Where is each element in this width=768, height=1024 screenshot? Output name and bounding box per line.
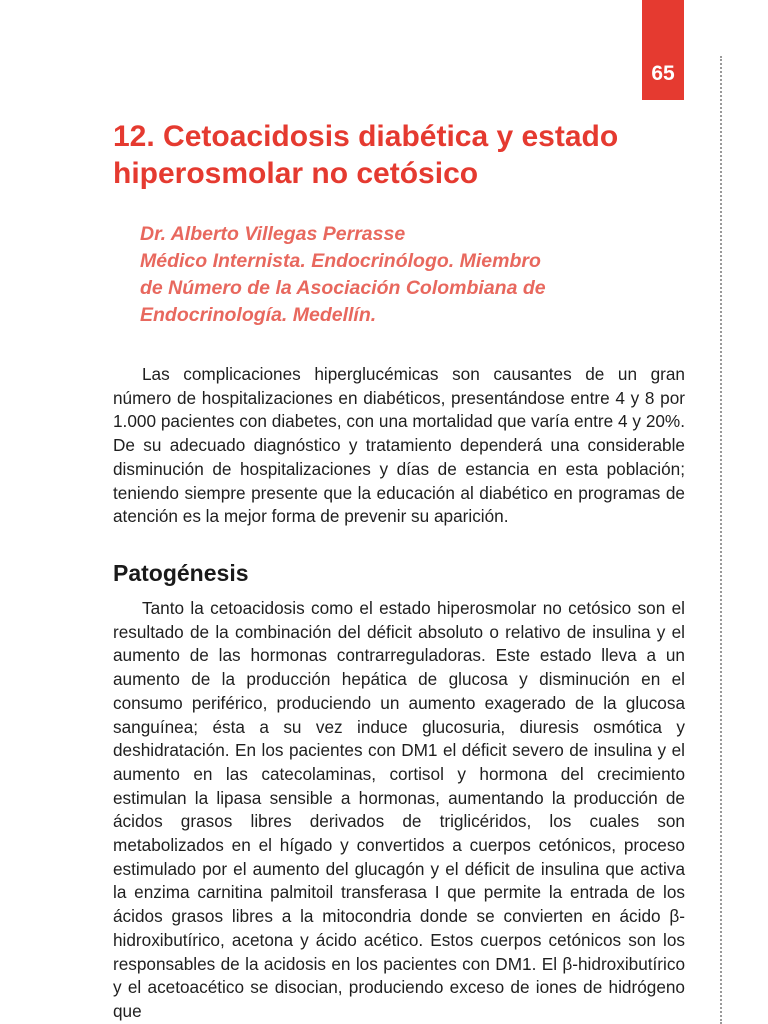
page-number-tab [642, 0, 684, 100]
author-name: Dr. Alberto Villegas Perrasse [140, 223, 406, 245]
margin-dotted-rule [720, 56, 722, 1024]
intro-section [113, 363, 685, 529]
author-affiliation-line: Médico Internista. Endocrinólogo. Miembro [140, 250, 541, 272]
author-affiliation-line: Endocrinología. Medellín. [140, 304, 377, 326]
author-block [140, 221, 610, 329]
pathogenesis-paragraph: Tanto la cetoacidosis como el estado hiperosmolar no cetósico son el resultado de la combinación del déficit absoluto o relativo de insulina y el aumento de las hormonas contrarreguladoras. Este estado lleva a un aumento de la producción hepática de glucosa y disminución en el consumo periférico, produciendo un aumento exagerado de la glucosa sanguínea; ésta a su vez induce glucosuria, diuresis osmótica y deshidratación. En los pacientes con DM1 el déficit severo de insulina y el aumento en las catecolaminas, cortisol y hormona del crecimiento estimulan la lipasa sensible a hormonas, aumentando la producción de ácidos grasos libres derivados de triglicéridos, los cuales son metabolizados en el hígado y convertidos a cuerpos cetónicos, proceso estimulado por el aumento del glucagón y el déficit de insulina que activa la enzima carnitina palmitoil transferasa I que permite la entrada de los ácidos grasos libres a la mitocondria donde se convierten en ácido β-hidroxibutírico, acetona y ácido acético. Estos cuerpos cetónicos son los responsables de la acidosis en los pacientes con DM1. El β-hidroxibutírico y el acetoacético se disocian, produciendo exceso de iones de hidrógeno que [113, 598, 685, 1021]
author-affiliation-line: de Número de la Asociación Colombiana de [140, 277, 546, 299]
intro-paragraph: Las complicaciones hiperglucémicas son causantes de un gran número de hospitalizaciones en diabéticos, presentándose entre 4 y 8 por 1.000 pacientes con diabetes, con una mortalidad que varía entre 4 y 20%. De su adecuado diagnóstico y tratamiento dependerá una considerable disminución de hospitalizaciones y días de estancia en esta población; teniendo siempre presente que la educación al diabético en programas de atención es la mejor forma de prevenir su aparición. [113, 364, 685, 527]
section-heading: Patogénesis [113, 560, 249, 586]
chapter-title: 12. Cetoacidosis diabética y estado hiperosmolar no cetósico [113, 120, 619, 190]
pathogenesis-section [113, 597, 685, 1024]
page-number: 65 [651, 62, 675, 85]
